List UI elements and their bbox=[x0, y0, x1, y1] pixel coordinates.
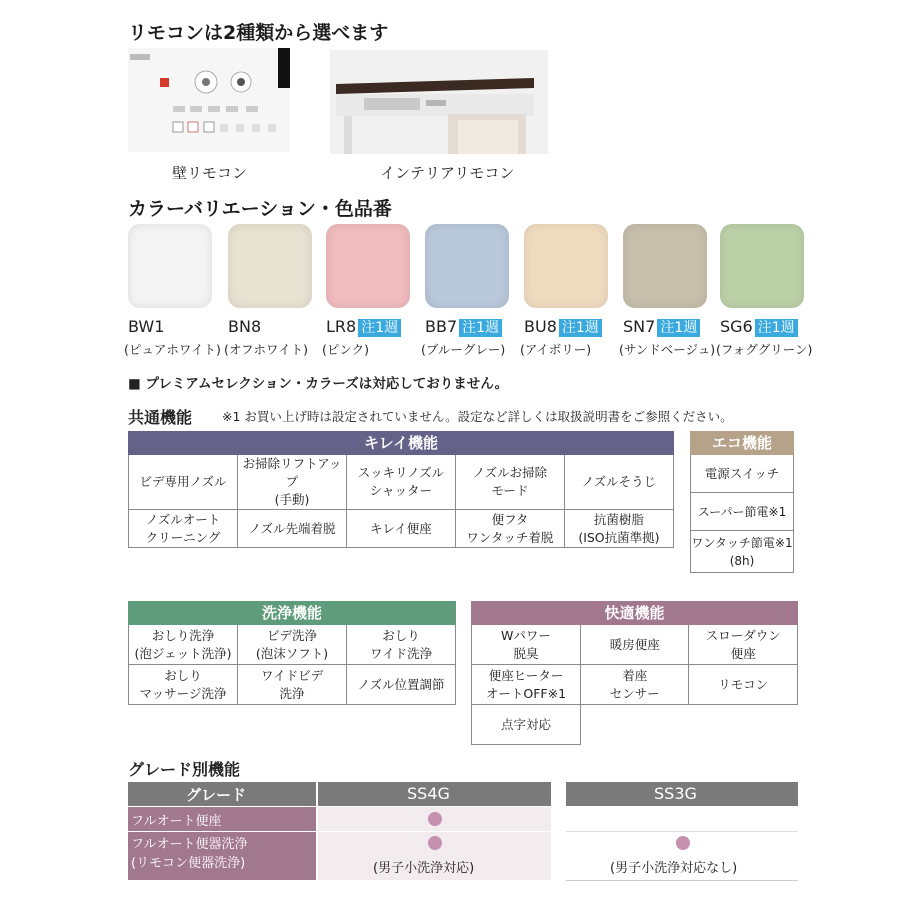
color-code-text: SN7 bbox=[623, 317, 656, 336]
wash-table bbox=[128, 601, 456, 705]
eco-cell: スーパー節電※1 bbox=[691, 493, 794, 531]
color-code-text: BN8 bbox=[228, 317, 262, 336]
lead-time-badge: 注1週 bbox=[755, 319, 798, 337]
color-name: (ブルーグレー) bbox=[421, 342, 506, 357]
wash-cell: ビデ洗浄 (泡沫ソフト) bbox=[238, 625, 347, 665]
grade-row-label: フルオート便座 bbox=[131, 814, 222, 829]
lead-time-badge: 注1週 bbox=[358, 319, 401, 337]
color-code bbox=[524, 318, 602, 337]
color-code bbox=[720, 318, 798, 337]
comfort-empty bbox=[580, 705, 689, 745]
color-swatch bbox=[524, 224, 608, 308]
kirei-cell: ビデ専用ノズル bbox=[129, 455, 238, 510]
color-name: (ピンク) bbox=[322, 342, 370, 357]
wash-header: 洗浄機能 bbox=[129, 602, 456, 625]
feature-available-dot bbox=[428, 812, 442, 826]
common-footnote: ※1 お買い上げ時は設定されていません。設定など詳しくは取扱説明書をご参照ください。 bbox=[222, 409, 733, 424]
color-code-text: LR8 bbox=[326, 317, 357, 336]
kirei-cell: 便フタ ワンタッチ着脱 bbox=[455, 510, 564, 548]
color-code-text: SG6 bbox=[720, 317, 753, 336]
lead-time-badge: 注1週 bbox=[559, 319, 602, 337]
color-code bbox=[425, 318, 502, 337]
color-code bbox=[623, 318, 700, 337]
interior-remote-image bbox=[330, 50, 548, 154]
interior-remote-caption: インテリアリモコン bbox=[380, 164, 515, 182]
grade-ss4g-note: (男子小洗浄対応) bbox=[373, 861, 475, 876]
wash-cell: おしり ワイド洗浄 bbox=[347, 625, 456, 665]
comfort-cell: Wパワー 脱臭 bbox=[472, 625, 581, 665]
color-section-title: カラーバリエーション・色品番 bbox=[128, 198, 392, 220]
grade-ss4g-label: SS4G bbox=[407, 784, 450, 803]
wash-cell: おしり洗浄 (泡ジェット洗浄) bbox=[129, 625, 238, 665]
comfort-header: 快適機能 bbox=[472, 602, 798, 625]
color-swatch bbox=[228, 224, 312, 308]
color-name: (サンドベージュ) bbox=[619, 342, 716, 357]
divider bbox=[566, 880, 798, 881]
grade-row-ss3g-bg bbox=[566, 807, 798, 832]
grade-ss3g-label: SS3G bbox=[654, 784, 697, 803]
lead-time-badge: 注1週 bbox=[657, 319, 700, 337]
color-name: (ピュアホワイト) bbox=[124, 342, 221, 357]
kirei-cell: キレイ便座 bbox=[346, 510, 455, 548]
color-name: (フォググリーン) bbox=[716, 342, 813, 357]
feature-available-dot bbox=[428, 836, 442, 850]
kirei-header: キレイ機能 bbox=[129, 432, 674, 455]
color-swatch bbox=[128, 224, 212, 308]
kirei-cell: ノズル先端着脱 bbox=[237, 510, 346, 548]
comfort-cell: 暖房便座 bbox=[580, 625, 689, 665]
wall-remote-image bbox=[128, 48, 290, 152]
eco-table bbox=[690, 431, 794, 573]
color-swatch bbox=[720, 224, 804, 308]
kirei-cell: お掃除リフトアップ (手動) bbox=[237, 455, 346, 510]
remote-section-title: リモコンは2種類から選べます bbox=[128, 22, 389, 44]
kirei-cell: ノズルオート クリーニング bbox=[129, 510, 238, 548]
common-title: 共通機能 bbox=[128, 408, 193, 427]
comfort-empty bbox=[689, 705, 798, 745]
wash-cell: ワイドビデ 洗浄 bbox=[238, 665, 347, 705]
comfort-cell: 便座ヒーター オートOFF※1 bbox=[472, 665, 581, 705]
comfort-cell: リモコン bbox=[689, 665, 798, 705]
grade-header-text: グレード bbox=[186, 786, 247, 804]
eco-cell: ワンタッチ節電※1 (8h) bbox=[691, 531, 794, 573]
color-swatch bbox=[326, 224, 410, 308]
eco-header: エコ機能 bbox=[691, 432, 794, 455]
kirei-cell: ノズルそうじ bbox=[564, 455, 673, 510]
grade-title: グレード別機能 bbox=[128, 760, 241, 779]
color-code bbox=[128, 318, 164, 336]
grade-row-label: フルオート便器洗浄 (リモコン便器洗浄) bbox=[131, 837, 248, 871]
eco-cell: 電源スイッチ bbox=[691, 455, 794, 493]
kirei-cell: 抗菌樹脂 (ISO抗菌準拠) bbox=[564, 510, 673, 548]
feature-available-dot bbox=[676, 836, 690, 850]
color-code bbox=[228, 318, 261, 336]
color-code bbox=[326, 318, 401, 337]
color-swatch bbox=[623, 224, 707, 308]
wash-cell: ノズル位置調節 bbox=[347, 665, 456, 705]
comfort-cell: 点字対応 bbox=[472, 705, 581, 745]
color-name: (アイボリー) bbox=[520, 342, 592, 357]
comfort-cell: スローダウン 便座 bbox=[689, 625, 798, 665]
lead-time-badge: 注1週 bbox=[459, 319, 502, 337]
wall-remote-caption: 壁リモコン bbox=[172, 164, 248, 182]
kirei-table bbox=[128, 431, 674, 548]
kirei-cell: スッキリノズル シャッター bbox=[346, 455, 455, 510]
kirei-cell: ノズルお掃除 モード bbox=[455, 455, 564, 510]
premium-note: ■ プレミアムセレクション・カラーズは対応しておりません。 bbox=[128, 376, 509, 392]
color-code-text: BB7 bbox=[425, 317, 458, 336]
color-swatch bbox=[425, 224, 509, 308]
comfort-table bbox=[471, 601, 798, 745]
color-code-text: BW1 bbox=[128, 317, 165, 336]
color-code-text: BU8 bbox=[524, 317, 557, 336]
comfort-cell: 着座 センサー bbox=[580, 665, 689, 705]
grade-ss3g-note: (男子小洗浄対応なし) bbox=[610, 861, 738, 876]
color-name: (オフホワイト) bbox=[224, 342, 309, 357]
wash-cell: おしり マッサージ洗浄 bbox=[129, 665, 238, 705]
